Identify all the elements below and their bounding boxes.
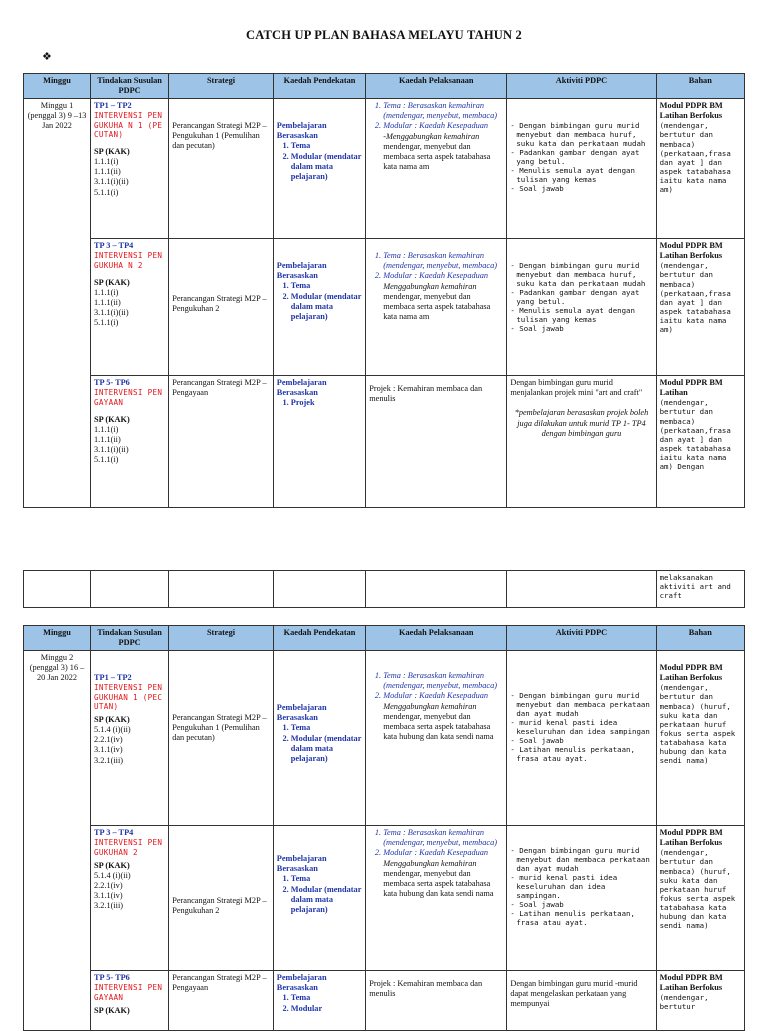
header-bahan: Bahan (656, 626, 744, 651)
tindakan-cell (91, 376, 169, 508)
aktiviti-item: Soal jawab (519, 324, 564, 334)
header-strategi: Strategi (169, 626, 274, 651)
aktiviti-item: Latihan menulis perkataan, frasa atau ayat. (516, 745, 635, 764)
pelaksanaan-item: 1. Tema : Berasaskan kemahiran (mendengar, menyebut, membaca) (383, 101, 503, 121)
aktiviti-item: Menulis semula ayat dengan tulisan yang kemas (516, 306, 635, 325)
aktiviti-item: Dengan bimbingan guru murid menyebut dan membaca perkataan dan ayat mudah (516, 846, 650, 874)
tp-label: TP 5- TP6 (94, 973, 130, 983)
aktiviti-item: Dengan bimbingan guru murid menyebut dan membaca huruf, suku kata dan perkataan mudah (516, 261, 646, 289)
sp-item: 3.1.1(i)(ii) (94, 308, 129, 318)
sp-item: 3.1.1(i)(ii) (94, 445, 129, 455)
week2-table (23, 625, 745, 1031)
tp-label: TP1 – TP2 (94, 673, 132, 683)
diamond-bullet-icon: ❖ (42, 51, 52, 63)
pelaksanaan-item: 2. Modular : Kaedah Kesepaduan (383, 271, 503, 281)
sp-item: 3.1.1(iv) (94, 891, 123, 901)
pendekatan-item: 1. Tema (291, 874, 362, 884)
pelaksanaan-note: mendengar, menyebut dan membaca serta aspek tatabahasa kata hubung dan kata sendi nama (383, 868, 494, 898)
sp-item: 3.2.1(iii) (94, 901, 124, 911)
sp-label: SP (KAK) (94, 1005, 130, 1015)
header-minggu: Minggu (24, 74, 91, 99)
pendekatan-item: 2. Modular (mendatar dalam mata pelajaran) (291, 292, 362, 322)
header-bahan: Bahan (656, 74, 744, 99)
sp-item: 5.1.1(i) (94, 318, 119, 328)
pendekatan-item: 2. Modular (mendatar dalam mata pelajaran) (291, 885, 362, 915)
bahan-text: (mendengar, bertutur (659, 993, 709, 1012)
empty-cell (366, 571, 507, 608)
pendekatan-item: 2. Modular (mendatar dalam mata pelajaran) (291, 734, 362, 764)
intervensi-label: INTERVENSI PENGUKUHA N 2 (94, 251, 163, 270)
pelaksanaan-cell (366, 239, 507, 376)
header-aktiviti: Aktiviti PDPC (507, 74, 656, 99)
aktiviti-item: Latihan menulis perkataan, frasa atau ayat. (516, 909, 635, 928)
sp-item: 1.1.1(ii) (94, 298, 121, 308)
bahan-text: (mendengar, bertutur dan membaca) (huruf, suku kata dan perkataan huruf fokus serta aspek tatabahasa kata hubung dan kata sendi nama) (659, 683, 736, 765)
header-minggu: Minggu (24, 626, 91, 651)
strategi-cell: Perancangan Strategi M2P – Pengukuhan 2 (169, 239, 274, 376)
bahan-cell (656, 651, 744, 826)
sp-item: 5.1.1(i) (94, 455, 119, 465)
aktiviti-note: *pembelajaran berasaskan projek boleh juga dilakukan untuk murid TP 1- TP4 dengan bimbingan guru (514, 408, 649, 438)
sp-item: 5.1.1(i) (94, 187, 119, 197)
pelaksanaan-cell (366, 826, 507, 971)
pelaksanaan-item: 2. Modular : Kaedah Kesepaduan (383, 848, 503, 858)
bahan-cell (656, 971, 744, 1031)
aktiviti-item: murid kenal pasti idea keseluruhan dan idea sampingan. (516, 873, 618, 901)
pelaksanaan-item: 2. Modular : Kaedah Kesepaduan (383, 121, 503, 131)
aktiviti-item: Padankan gambar dengan ayat yang betul. (516, 148, 640, 167)
sp-item: 1.1.1(ii) (94, 435, 121, 445)
pelaksanaan-note-italic: Menggabungkan kemahiran (383, 281, 477, 291)
bahan-title: Modul PDPR BM Latihan Berfokus (659, 973, 723, 993)
bahan-text: (mendengar, bertutur dan membaca) (perkataan,frasa dan ayat ] dan aspek tatabahasa iaitu kata nama am) (659, 261, 731, 334)
bahan-text: (mendengar, bertutur dan membaca) (perkataan,frasa dan ayat ] dan aspek tatabahasa iaitu kata nama am) (659, 121, 731, 194)
pelaksanaan-note-italic: -Menggabungkan kemahiran (383, 131, 480, 141)
pendekatan-title: Pembelajaran Berasaskan (276, 378, 327, 398)
header-strategi: Strategi (169, 74, 274, 99)
pelaksanaan-note-italic: Menggabungkan kemahiran (383, 701, 477, 711)
bahan-cell (656, 99, 744, 239)
sp-item: 1.1.1(i) (94, 157, 119, 167)
header-pelaksanaan: Kaedah Pelaksanaan (366, 626, 507, 651)
aktiviti-item: Menulis semula ayat dengan tulisan yang kemas (516, 166, 635, 185)
pendekatan-cell (273, 239, 365, 376)
sp-label: SP (KAK) (94, 715, 130, 725)
sp-label: SP (KAK) (94, 860, 130, 870)
sp-item: 5.1.4 (i)(ii) (94, 725, 131, 735)
empty-cell (24, 571, 91, 608)
intervensi-label: INTERVENSI PENGUKUHAN 2 (94, 838, 163, 857)
sp-item: 1.1.1(i) (94, 287, 119, 297)
sp-item: 5.1.4 (i)(ii) (94, 870, 131, 880)
strategi-cell: Perancangan Strategi M2P – Pengukuhan 1 (Pemulihan dan pecutan) (169, 99, 274, 239)
sp-item: 3.1.1(iv) (94, 745, 123, 755)
bahan-title: Modul PDPR BM Latihan Berfokus (659, 828, 723, 848)
strategi-cell: Perancangan Strategi M2P – Pengukuhan 2 (169, 826, 274, 971)
bahan-text: (mendengar, bertutur dan membaca) (perkataan,frasa dan ayat ] dan aspek tatabahasa iaitu kata nama am) Dengan (659, 398, 731, 471)
table-row (24, 376, 745, 508)
sp-label: SP (KAK) (94, 414, 130, 424)
tindakan-cell (91, 99, 169, 239)
empty-cell (507, 571, 656, 608)
header-pelaksanaan: Kaedah Pelaksanaan (366, 74, 507, 99)
pendekatan-title: Pembelajaran Berasaskan (276, 261, 327, 281)
aktiviti-item: Padankan gambar dengan ayat yang betul. (516, 288, 640, 307)
pendekatan-cell (273, 376, 365, 508)
header-tindakan: Tindakan Susulan PDPC (91, 74, 169, 99)
pendekatan-title: Pembelajaran Berasaskan (276, 703, 327, 723)
continuation-table (23, 570, 745, 608)
bahan-continuation: melaksanakan aktiviti art and craft (656, 571, 744, 608)
tp-label: TP 3 – TP4 (94, 241, 134, 251)
sp-item: 3.1.1(i)(ii) (94, 177, 129, 187)
aktiviti-item: Dengan bimbingan guru murid menyebut dan membaca perkataan dan ayat mudah (516, 691, 650, 719)
aktiviti-cell: Dengan bimbingan guru murid -murid dapat mengelaskan perkataan yang mempunyai (507, 971, 656, 1031)
bahan-title: Modul PDPR BM Latihan Berfokus (659, 101, 723, 121)
bahan-cell (656, 826, 744, 971)
table-row (24, 651, 745, 826)
bahan-title: Modul PDPR BM Latihan Berfokus (659, 241, 723, 261)
sp-item: 1.1.1(i) (94, 424, 119, 434)
empty-cell (91, 571, 169, 608)
intervensi-label: INTERVENSI PENGUKUHAN 1 (PECUTAN) (94, 683, 163, 711)
aktiviti-cell: - Dengan bimbingan guru murid menyebut dan membaca perkataan dan ayat mudah - murid kenal pasti idea keseluruhan dan idea sampingan - Soal jawab - Latihan menulis perkataan, frasa atau ayat. (507, 651, 656, 826)
aktiviti-cell: - Dengan bimbingan guru murid menyebut dan membaca huruf, suku kata dan perkataan mudah - Padankan gambar dengan ayat yang betul. - Menulis semula ayat dengan tulisan yang kemas - Soal jawab (507, 99, 656, 239)
header-pendekatan: Kaedah Pendekatan (273, 626, 365, 651)
intervensi-label: INTERVENSI PENGUKUHA N 1 (PECUTAN) (94, 111, 163, 139)
tp-label: TP 5- TP6 (94, 378, 130, 388)
minggu-cell: Minggu 1 (penggal 3) 9 –13 Jan 2022 (24, 99, 91, 508)
strategi-cell: Perancangan Strategi M2P – Pengayaan (169, 376, 274, 508)
pelaksanaan-cell (366, 99, 507, 239)
pendekatan-title: Pembelajaran Berasaskan (276, 121, 327, 141)
pendekatan-cell (273, 971, 365, 1031)
pendekatan-item: 2. Modular (291, 1004, 362, 1014)
bahan-cell (656, 239, 744, 376)
aktiviti-cell (507, 376, 656, 508)
pendekatan-cell (273, 651, 365, 826)
header-row (24, 626, 745, 651)
pendekatan-item: 1. Projek (291, 398, 362, 408)
document-title: CATCH UP PLAN BAHASA MELAYU TAHUN 2 (245, 28, 522, 42)
pelaksanaan-cell (366, 651, 507, 826)
table-row (24, 571, 745, 608)
pelaksanaan-item: 1. Tema : Berasaskan kemahiran (mendengar, menyebut, membaca) (383, 671, 503, 691)
sp-item: 2.2.1(iv) (94, 881, 123, 891)
bahan-title: Modul PDPR BM Latihan (659, 378, 723, 398)
header-tindakan: Tindakan Susulan PDPC (91, 626, 169, 651)
sp-label: SP (KAK) (94, 277, 130, 287)
aktiviti-cell: - Dengan bimbingan guru murid menyebut dan membaca huruf, suku kata dan perkataan mudah - Padankan gambar dengan ayat yang betul. - Menulis semula ayat dengan tulisan yang kemas - Soal jawab (507, 239, 656, 376)
aktiviti-item: Soal jawab (519, 900, 564, 910)
tindakan-cell (91, 239, 169, 376)
header-row (24, 74, 745, 99)
sp-label: SP (KAK) (94, 147, 130, 157)
pendekatan-item: 2. Modular (mendatar dalam mata pelajaran) (291, 152, 362, 182)
empty-cell (273, 571, 365, 608)
week1-table (23, 73, 745, 508)
strategi-cell: Perancangan Strategi M2P – Pengayaan (169, 971, 274, 1031)
strategi-cell: Perancangan Strategi M2P – Pengukuhan 1 (Pemulihan dan pecutan) (169, 651, 274, 826)
pendekatan-cell (273, 99, 365, 239)
bahan-text: (mendengar, bertutur dan membaca) (huruf, suku kata dan perkataan huruf fokus serta aspek tatabahasa kata hubung dan kata sendi nama) (659, 848, 736, 930)
aktiviti-item: murid kenal pasti idea keseluruhan dan idea sampingan (516, 718, 650, 737)
aktiviti-item: Soal jawab (519, 184, 564, 194)
pendekatan-item: 1. Tema (291, 993, 362, 1003)
intervensi-label: INTERVENSI PENGAYAAN (94, 388, 163, 407)
tp-label: TP 3 – TP4 (94, 828, 134, 838)
pendekatan-item: 1. Tema (291, 281, 362, 291)
pendekatan-item: 1. Tema (291, 723, 362, 733)
tindakan-cell (91, 971, 169, 1031)
pelaksanaan-item: 2. Modular : Kaedah Kesepaduan (383, 691, 503, 701)
pendekatan-cell (273, 826, 365, 971)
sp-item: 3.2.1(iii) (94, 755, 124, 765)
pelaksanaan-note: mendengar, menyebut dan membaca serta aspek tatabahasa kata nama am (383, 291, 491, 321)
pelaksanaan-item: 1. Tema : Berasaskan kemahiran (mendengar, menyebut, membaca) (383, 251, 503, 271)
pelaksanaan-note-italic: Menggabungkan kemahiran (383, 858, 477, 868)
aktiviti-item: Soal jawab (519, 736, 564, 746)
bahan-title: Modul PDPR BM Latihan Berfokus (659, 663, 723, 683)
empty-cell (169, 571, 274, 608)
pendekatan-item: 1. Tema (291, 141, 362, 151)
pendekatan-title: Pembelajaran Berasaskan (276, 854, 327, 874)
header-pendekatan: Kaedah Pendekatan (273, 74, 365, 99)
pelaksanaan-note: mendengar, menyebut dan membaca serta aspek tatabahasa kata hubung dan kata sendi nama (383, 711, 494, 741)
aktiviti-item: Dengan bimbingan guru murid menyebut dan membaca huruf, suku kata dan perkataan mudah (516, 121, 646, 149)
table-row (24, 99, 745, 239)
table-row (24, 971, 745, 1031)
tp-label: TP1 – TP2 (94, 101, 132, 111)
sp-item: 2.2.1(iv) (94, 735, 123, 745)
intervensi-label: INTERVENSI PENGAYAAN (94, 983, 163, 1002)
tindakan-cell (91, 651, 169, 826)
table-row (24, 239, 745, 376)
tindakan-cell (91, 826, 169, 971)
pelaksanaan-note: mendengar, menyebut dan membaca serta aspek tatabahasa kata nama am (383, 141, 491, 171)
minggu-cell: Minggu 2 (penggal 3) 16 – 20 Jan 2022 (24, 651, 91, 1031)
sp-item: 1.1.1(ii) (94, 167, 121, 177)
table-row (24, 826, 745, 971)
header-aktiviti: Aktiviti PDPC (507, 626, 656, 651)
pelaksanaan-cell: Projek : Kemahiran membaca dan menulis (366, 376, 507, 508)
pelaksanaan-item: 1. Tema : Berasaskan kemahiran (mendengar, menyebut, membaca) (383, 828, 503, 848)
pelaksanaan-cell: Projek : Kemahiran membaca dan menulis (366, 971, 507, 1031)
aktiviti-text: Dengan bimbingan guru murid menjalankan projek mini "art and craft" (510, 378, 643, 398)
pendekatan-title: Pembelajaran Berasaskan (276, 973, 327, 993)
aktiviti-cell: - Dengan bimbingan guru murid menyebut dan membaca perkataan dan ayat mudah - murid kenal pasti idea keseluruhan dan idea sampingan. - Soal jawab - Latihan menulis perkataan, frasa atau ayat. (507, 826, 656, 971)
bahan-cell (656, 376, 744, 508)
